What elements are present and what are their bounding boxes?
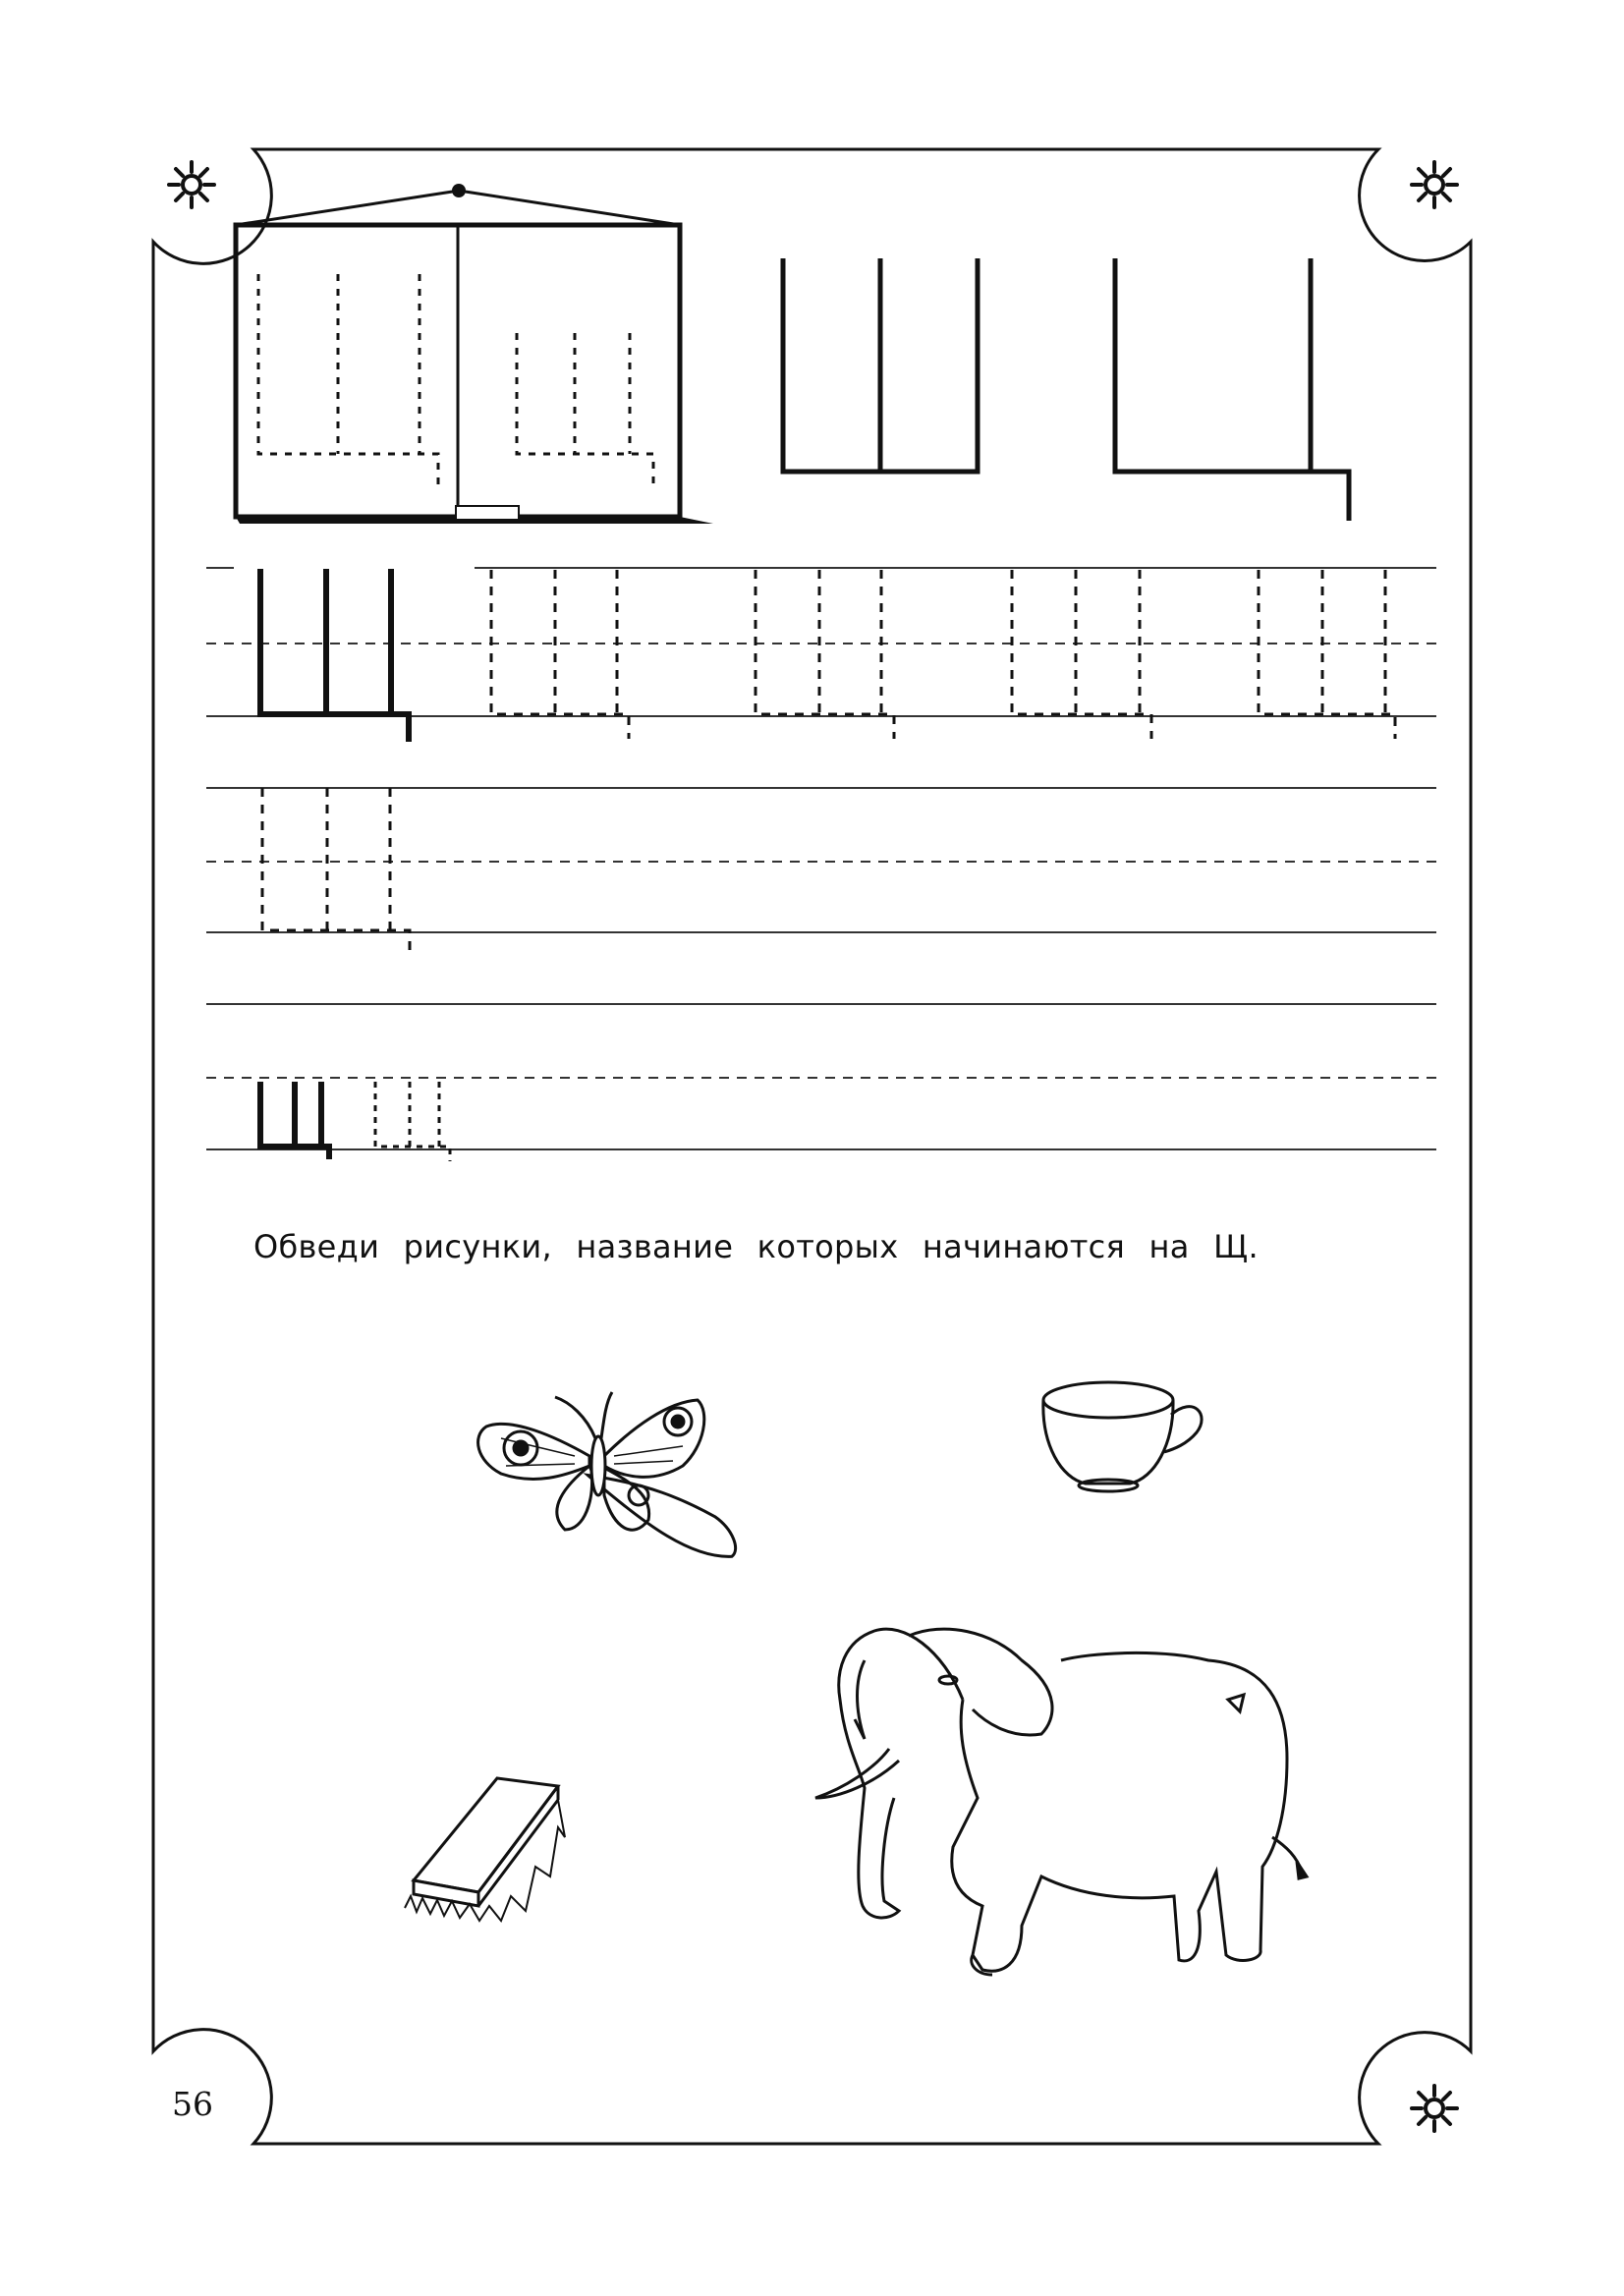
- writing-line-row-3: [206, 1004, 1436, 1149]
- task-instruction: Обведи рисунки, название которых начинаются на Щ.: [253, 1228, 1259, 1265]
- page-number: 56: [172, 2085, 213, 2123]
- sun-ornament-icon: [1412, 162, 1457, 207]
- sample-letter-lowercase: [783, 258, 978, 472]
- cup-picture[interactable]: [1043, 1382, 1202, 1491]
- sun-ornament-icon: [1412, 2086, 1457, 2131]
- sun-ornament-icon: [169, 162, 214, 207]
- tracing-letter-row-1: [234, 558, 1395, 742]
- elephant-picture[interactable]: [815, 1629, 1307, 1975]
- brush-picture[interactable]: [405, 1778, 565, 1921]
- chalkboard: [236, 184, 713, 524]
- sample-letter-uppercase: [1115, 258, 1349, 521]
- butterfly-picture[interactable]: [478, 1392, 738, 1579]
